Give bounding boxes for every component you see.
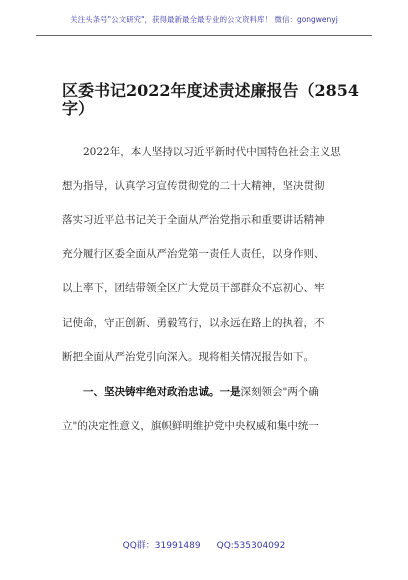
paragraph-line: 2022年，本人坚持以习近平新时代中国特色社会主义思 bbox=[62, 146, 341, 158]
footer-qq-group: QQ群：31991489 bbox=[122, 541, 201, 551]
document-title: 区委书记2022年度述责述廉报告（2854 bbox=[62, 81, 360, 100]
section-text: 深刻领会"两个确 bbox=[240, 386, 319, 398]
header-divider bbox=[36, 35, 372, 36]
paragraph-line: 想为指导，认真学习宣传贯彻党的二十大精神，坚决贯彻 bbox=[62, 180, 325, 192]
footer-contact bbox=[0, 538, 408, 551]
paragraph-line: 以上率下，团结带领全区广大党员干部群众不忘初心、牢 bbox=[62, 282, 325, 294]
paragraph-line: 落实习近平总书记关于全面从严治党指示和重要讲话精神 bbox=[62, 214, 325, 226]
section-heading: 一、坚决铸牢绝对政治忠诚。一是 bbox=[62, 386, 241, 398]
document-title-continued: 字） bbox=[62, 99, 95, 118]
section-heading-line bbox=[62, 384, 352, 399]
paragraph-line: 立"的决定性意义，旗帜鲜明维护党中央权威和集中统一 bbox=[62, 420, 319, 432]
paragraph-line: 断把全面从严治党引向深入。现将相关情况报告如下。 bbox=[62, 351, 314, 363]
paragraph-line: 充分履行区委全面从严治党第一责任人责任，以身作则、 bbox=[62, 248, 325, 260]
paragraph-line: 记使命，守正创新、勇毅笃行，以永远在路上的执着，不 bbox=[62, 317, 325, 329]
footer-qq-number: QQ:535304092 bbox=[216, 541, 286, 551]
header-banner: 关注头条号"公文研究"，获得最新最全最专业的公文资料库！ 微信：gongwenyj bbox=[70, 15, 338, 24]
